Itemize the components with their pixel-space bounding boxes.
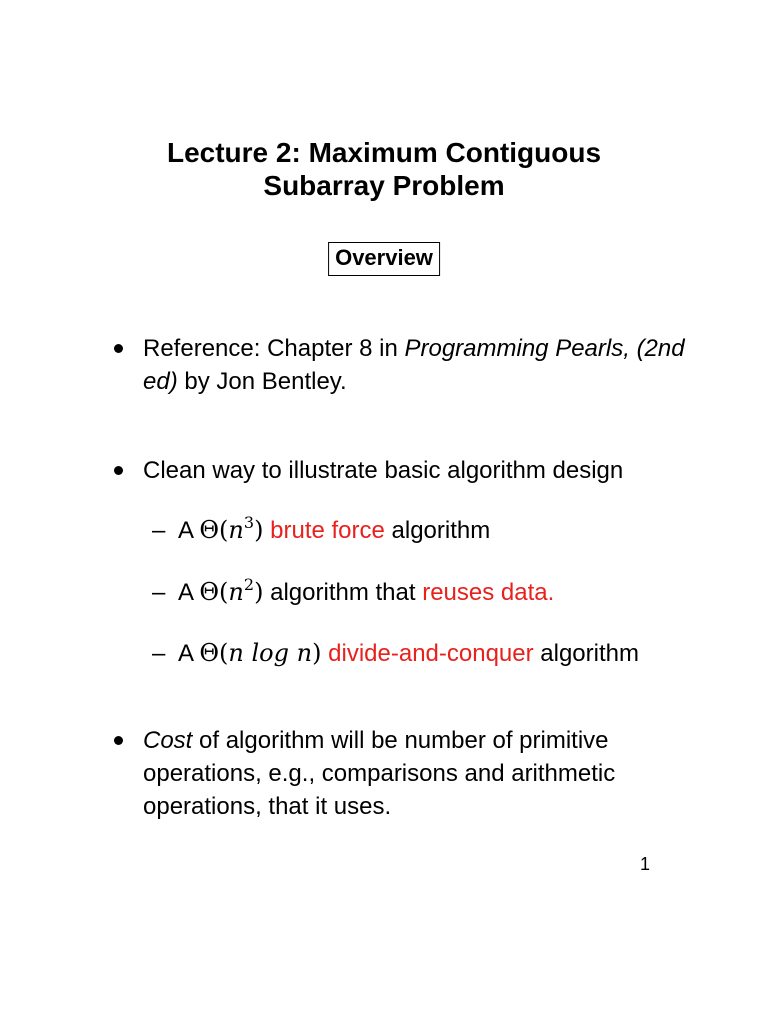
bullet-dot-icon [114,466,123,475]
title-line-2: Subarray Problem [263,170,505,201]
sub-item-a: A [178,579,193,606]
complexity-expression: $\Theta(n^3)$ [199,513,264,544]
sub-item-brute-force [152,514,490,547]
cost-rest: of algorithm will be number of primitive operations, e.g., comparisons and arithmetic operations, that it uses. [143,727,616,820]
theta-symbol: Θ [199,516,220,544]
sub-item-a: A [178,640,193,667]
sub-item-reuses-data [152,576,554,609]
dash-marker: – [152,640,166,667]
sub-item-middle: algorithm that [263,579,423,606]
complexity-base: n [228,578,244,606]
title-line-1: Lecture 2: Maximum Contiguous [166,137,602,168]
complexity-exponent: 3 [243,513,255,532]
bullet-cost-text [143,724,714,823]
bullet-dot-icon [114,736,123,745]
sub-item-a: A [178,517,193,544]
theta-symbol: Θ [199,639,220,667]
bullet-design [114,454,714,487]
theta-symbol: Θ [199,578,220,606]
section-label: Overview [328,242,440,276]
reference-suffix: by Jon Bentley. [177,368,347,395]
dash-marker: – [152,579,166,606]
highlight-text: brute force [270,517,385,544]
complexity-exponent: 2 [243,575,255,594]
dash-marker: – [152,517,166,544]
bullet-reference-text [143,332,714,398]
page-number: 1 [640,854,651,874]
complexity-expression: Θ(n log n) [199,639,322,667]
sub-item-divide-conquer [152,637,639,670]
highlight-text: reuses data. [422,579,555,606]
highlight-text: divide-and-conquer [328,640,534,667]
sub-item-rest: algorithm [533,640,639,667]
complexity-expression: $\Theta(n^2)$ [199,575,264,606]
bullet-design-text: Clean way to illustrate basic algorithm design [143,457,624,484]
cost-lead: Cost [143,727,193,754]
reference-book: Programming Pearls, (2nd ed) [143,335,685,395]
bullet-cost [114,724,714,823]
bullet-dot-icon [114,344,123,353]
reference-prefix: Reference: Chapter 8 in [143,335,405,362]
sub-item-rest: algorithm [384,517,491,544]
complexity-nlogn: n log n [228,639,313,667]
bullet-reference [114,332,714,398]
page-title [0,136,768,202]
complexity-base: n [228,516,244,544]
